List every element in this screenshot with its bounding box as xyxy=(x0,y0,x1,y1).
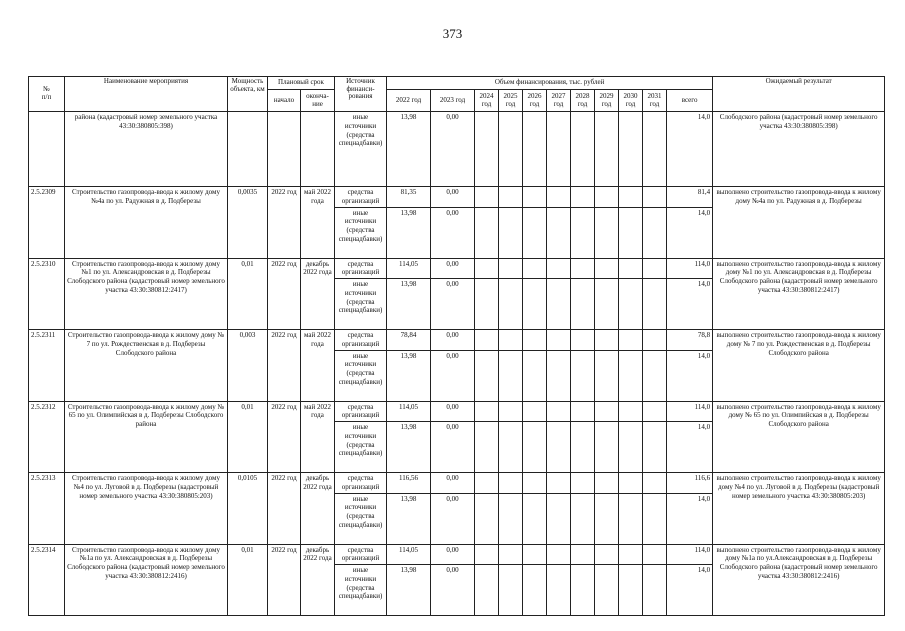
row-year-empty xyxy=(595,258,619,279)
row-capacity: 0,0105 xyxy=(228,473,268,545)
row-year-empty xyxy=(619,187,643,208)
row-year-empty xyxy=(523,401,547,422)
col-year-header: 2030 год xyxy=(619,90,643,112)
row-num: 2.5.2311 xyxy=(29,330,65,402)
row-num: 2.5.2313 xyxy=(29,473,65,545)
row-year-empty xyxy=(547,279,571,330)
row-year-empty xyxy=(523,112,547,187)
row-year-empty xyxy=(523,544,547,565)
row-year-empty xyxy=(499,187,523,208)
col-year-header: 2027 год xyxy=(547,90,571,112)
row-source: иные источники (средства спецнадбавки) xyxy=(335,350,387,401)
row-start: 2022 год xyxy=(268,473,301,545)
row-start: 2022 год xyxy=(268,544,301,616)
row-name: Строительство газопровода-ввода к жилому дому № 7 по ул. Рождественская в д. Подберезы Слободского района xyxy=(65,330,228,402)
row-2022: 13,98 xyxy=(387,422,431,473)
row-start: 2022 год xyxy=(268,187,301,259)
row-total: 14,0 xyxy=(667,112,713,187)
row-result: выполнено строительство газопровода-ввода к жилому дому №1а по ул.Александровская в д. Подберезы Слободского района (кадастровый номер земельного участка 43:30:380812:2416) xyxy=(713,544,885,616)
row-year-empty xyxy=(595,350,619,401)
row-year-empty xyxy=(619,473,643,494)
col-end-header: оконча- ние xyxy=(301,90,335,112)
row-year-empty xyxy=(643,401,667,422)
row-year-empty xyxy=(523,493,547,544)
row-num: 2.5.2309 xyxy=(29,187,65,259)
row-source: иные источники (средства спецнадбавки) xyxy=(335,565,387,616)
row-result: выполнено строительство газопровода-ввода к жилому дому № 7 по ул. Рождественская в д. Подберезы Слободского района xyxy=(713,330,885,402)
row-capacity: 0,003 xyxy=(228,330,268,402)
row-total: 14,0 xyxy=(667,207,713,258)
row-year-empty xyxy=(475,258,499,279)
row-result: выполнено строительство газопровода-ввода к жилому дому № 65 по ул. Олимпийская в д. Подберезы Слободского района xyxy=(713,401,885,473)
row-2022: 114,05 xyxy=(387,544,431,565)
row-year-empty xyxy=(475,187,499,208)
row-2023: 0,00 xyxy=(431,330,475,351)
row-year-empty xyxy=(619,207,643,258)
row-2023: 0,00 xyxy=(431,112,475,187)
row-total: 14,0 xyxy=(667,493,713,544)
row-year-empty xyxy=(571,112,595,187)
col-name-header: Наименование мероприятия xyxy=(65,77,228,112)
table-header xyxy=(29,77,885,112)
row-year-empty xyxy=(547,493,571,544)
row-year-empty xyxy=(619,258,643,279)
row-year-empty xyxy=(499,401,523,422)
row-result: выполнено строительство газопровода-ввода к жилому дому №1 по ул. Александровская в д. Подберезы Слободского района (кадастровый номер земельного участка 43:30:380812:2417) xyxy=(713,258,885,330)
row-year-empty xyxy=(547,330,571,351)
row-year-empty xyxy=(499,112,523,187)
table-row xyxy=(29,187,885,208)
row-year-empty xyxy=(571,493,595,544)
row-year-empty xyxy=(523,258,547,279)
table-row xyxy=(29,401,885,422)
row-year-empty xyxy=(499,565,523,616)
row-capacity: 0,01 xyxy=(228,401,268,473)
row-year-empty xyxy=(547,207,571,258)
row-source: иные источники (средства спецнадбавки) xyxy=(335,422,387,473)
row-year-empty xyxy=(475,279,499,330)
row-2022: 81,35 xyxy=(387,187,431,208)
row-year-empty xyxy=(619,401,643,422)
row-num: 2.5.2312 xyxy=(29,401,65,473)
row-end: май 2022 года xyxy=(301,401,335,473)
row-year-empty xyxy=(475,112,499,187)
row-2023: 0,00 xyxy=(431,565,475,616)
row-year-empty xyxy=(475,565,499,616)
row-source: иные источники (средства спецнадбавки) xyxy=(335,279,387,330)
row-year-empty xyxy=(595,401,619,422)
row-year-empty xyxy=(643,279,667,330)
row-year-empty xyxy=(547,401,571,422)
col-num-header: № п/п xyxy=(29,77,65,112)
row-end: май 2022 года xyxy=(301,330,335,402)
row-result: выполнено строительство газопровода-ввода к жилому дому №4а по ул. Радужная в д. Подберезы xyxy=(713,187,885,259)
row-source: средства организаций xyxy=(335,473,387,494)
row-year-empty xyxy=(571,207,595,258)
row-year-empty xyxy=(595,422,619,473)
col-result-header: Ожидаемый результат xyxy=(713,77,885,112)
row-total: 14,0 xyxy=(667,565,713,616)
row-2023: 0,00 xyxy=(431,544,475,565)
row-capacity: 0,0035 xyxy=(228,187,268,259)
row-2023: 0,00 xyxy=(431,350,475,401)
row-year-empty xyxy=(523,422,547,473)
row-year-empty xyxy=(499,493,523,544)
row-year-empty xyxy=(475,350,499,401)
row-year-empty xyxy=(499,279,523,330)
row-2022: 13,98 xyxy=(387,279,431,330)
row-year-empty xyxy=(499,422,523,473)
row-year-empty xyxy=(571,330,595,351)
table-body xyxy=(29,112,885,616)
row-end: май 2022 года xyxy=(301,187,335,259)
row-year-empty xyxy=(475,422,499,473)
row-2023: 0,00 xyxy=(431,207,475,258)
row-year-empty xyxy=(595,187,619,208)
col-start-header: начало xyxy=(268,90,301,112)
table-row xyxy=(29,544,885,565)
row-num: 2.5.2310 xyxy=(29,258,65,330)
col-year-header: 2031 год xyxy=(643,90,667,112)
row-year-empty xyxy=(643,565,667,616)
col-plan-term-header: Плановый срок xyxy=(268,77,335,90)
row-year-empty xyxy=(523,565,547,616)
col-year-header: 2025 год xyxy=(499,90,523,112)
row-year-empty xyxy=(523,187,547,208)
row-year-empty xyxy=(595,207,619,258)
row-year-empty xyxy=(619,544,643,565)
row-total: 114,0 xyxy=(667,401,713,422)
row-year-empty xyxy=(523,350,547,401)
col-year-header: 2022 год xyxy=(387,90,431,112)
row-year-empty xyxy=(643,422,667,473)
row-2023: 0,00 xyxy=(431,401,475,422)
row-2022: 13,98 xyxy=(387,493,431,544)
row-name: Строительство газопровода-ввода к жилому дому №1а по ул. Александровская в д. Подберезы Слободского района (кадастровый номер земельного участка 43:30:380812:2416) xyxy=(65,544,228,616)
table-row xyxy=(29,112,885,187)
row-year-empty xyxy=(547,350,571,401)
row-2023: 0,00 xyxy=(431,258,475,279)
row-year-empty xyxy=(475,544,499,565)
row-year-empty xyxy=(643,544,667,565)
row-year-empty xyxy=(475,473,499,494)
row-start: 2022 год xyxy=(268,258,301,330)
col-year-header: 2026 год xyxy=(523,90,547,112)
row-year-empty xyxy=(547,565,571,616)
row-year-empty xyxy=(523,473,547,494)
row-year-empty xyxy=(571,279,595,330)
row-total: 81,4 xyxy=(667,187,713,208)
table-row xyxy=(29,473,885,494)
row-year-empty xyxy=(571,258,595,279)
row-year-empty xyxy=(643,493,667,544)
row-year-empty xyxy=(595,544,619,565)
col-year-header: 2023 год xyxy=(431,90,475,112)
row-source: иные источники (средства спецнадбавки) xyxy=(335,493,387,544)
row-2023: 0,00 xyxy=(431,279,475,330)
row-2023: 0,00 xyxy=(431,422,475,473)
row-total: 14,0 xyxy=(667,350,713,401)
row-year-empty xyxy=(571,350,595,401)
row-year-empty xyxy=(619,565,643,616)
row-year-empty xyxy=(571,401,595,422)
col-source-header: Источник финанси- рования xyxy=(335,77,387,112)
row-year-empty xyxy=(595,330,619,351)
row-year-empty xyxy=(595,565,619,616)
row-source: средства организаций xyxy=(335,330,387,351)
row-year-empty xyxy=(499,473,523,494)
row-2022: 114,05 xyxy=(387,401,431,422)
financing-table xyxy=(28,76,885,616)
row-year-empty xyxy=(571,422,595,473)
row-capacity: 0,01 xyxy=(228,258,268,330)
row-year-empty xyxy=(643,258,667,279)
row-year-empty xyxy=(547,473,571,494)
row-start xyxy=(268,112,301,187)
row-year-empty xyxy=(571,565,595,616)
row-total: 114,0 xyxy=(667,258,713,279)
row-start: 2022 год xyxy=(268,330,301,402)
row-2023: 0,00 xyxy=(431,187,475,208)
row-year-empty xyxy=(499,330,523,351)
row-2022: 13,98 xyxy=(387,565,431,616)
col-year-header: 2024 год xyxy=(475,90,499,112)
row-source: средства организаций xyxy=(335,258,387,279)
row-year-empty xyxy=(475,207,499,258)
page-number: 373 xyxy=(442,26,463,41)
row-year-empty xyxy=(523,330,547,351)
row-2022: 13,98 xyxy=(387,207,431,258)
row-year-empty xyxy=(547,422,571,473)
row-year-empty xyxy=(595,493,619,544)
row-name: Строительство газопровода-ввода к жилому дому №1 по ул. Александровская в д. Подберезы Слободского района (кадастровый номер земельного участка 43:30:380812:2417) xyxy=(65,258,228,330)
row-year-empty xyxy=(499,207,523,258)
row-total: 116,6 xyxy=(667,473,713,494)
row-year-empty xyxy=(643,207,667,258)
row-source: иные источники (средства спецнадбавки) xyxy=(335,207,387,258)
row-year-empty xyxy=(523,207,547,258)
row-capacity: 0,01 xyxy=(228,544,268,616)
row-year-empty xyxy=(619,493,643,544)
row-end xyxy=(301,112,335,187)
row-start: 2022 год xyxy=(268,401,301,473)
row-num xyxy=(29,112,65,187)
row-year-empty xyxy=(547,112,571,187)
row-2022: 116,56 xyxy=(387,473,431,494)
row-total: 114,0 xyxy=(667,544,713,565)
row-year-empty xyxy=(475,401,499,422)
row-2023: 0,00 xyxy=(431,473,475,494)
row-year-empty xyxy=(499,544,523,565)
row-2022: 13,98 xyxy=(387,350,431,401)
row-year-empty xyxy=(619,112,643,187)
row-year-empty xyxy=(619,330,643,351)
col-total-header: всего xyxy=(667,90,713,112)
col-capacity-header: Мощность объекта, км xyxy=(228,77,268,112)
row-year-empty xyxy=(475,330,499,351)
row-year-empty xyxy=(619,422,643,473)
row-year-empty xyxy=(643,330,667,351)
row-year-empty xyxy=(619,279,643,330)
row-year-empty xyxy=(619,350,643,401)
row-year-empty xyxy=(547,258,571,279)
row-name: Строительство газопровода-ввода к жилому дому №4 по ул. Луговой в д. Подберезы (кадастровый номер земельного участка 43:30:380805:203) xyxy=(65,473,228,545)
col-year-header: 2028 год xyxy=(571,90,595,112)
row-year-empty xyxy=(571,544,595,565)
row-result: Слободского района (кадастровый номер земельного участка 43:30:380805:398) xyxy=(713,112,885,187)
row-result: выполнено строительство газопровода-ввода к жилому дому №4 по ул. Луговой в д. Подберезы (кадастровый номер земельного участка 43:30:380805:203) xyxy=(713,473,885,545)
table-row xyxy=(29,258,885,279)
row-year-empty xyxy=(547,187,571,208)
row-total: 14,0 xyxy=(667,279,713,330)
row-name: Строительство газопровода-ввода к жилому дому № 65 по ул. Олимпийская в д. Подберезы Слободского района xyxy=(65,401,228,473)
row-total: 14,0 xyxy=(667,422,713,473)
row-source: средства организаций xyxy=(335,187,387,208)
row-source: средства организаций xyxy=(335,544,387,565)
row-name: района (кадастровый номер земельного участка 43:30:380805:398) xyxy=(65,112,228,187)
row-year-empty xyxy=(643,112,667,187)
row-year-empty xyxy=(643,187,667,208)
row-year-empty xyxy=(523,279,547,330)
row-year-empty xyxy=(595,279,619,330)
row-name: Строительство газопровода-ввода к жилому дому №4а по ул. Радужная в д. Подберезы xyxy=(65,187,228,259)
row-year-empty xyxy=(547,544,571,565)
row-source: иные источники (средства спецнадбавки) xyxy=(335,112,387,187)
row-2022: 114,05 xyxy=(387,258,431,279)
row-num: 2.5.2314 xyxy=(29,544,65,616)
row-source: средства организаций xyxy=(335,401,387,422)
row-year-empty xyxy=(571,187,595,208)
row-year-empty xyxy=(499,258,523,279)
row-year-empty xyxy=(475,493,499,544)
row-capacity xyxy=(228,112,268,187)
row-year-empty xyxy=(595,112,619,187)
row-year-empty xyxy=(643,350,667,401)
col-year-header: 2029 год xyxy=(595,90,619,112)
row-end: декабрь 2022 года xyxy=(301,544,335,616)
row-2023: 0,00 xyxy=(431,493,475,544)
row-end: декабрь 2022 года xyxy=(301,473,335,545)
col-volume-header: Объем финансирования, тыс. рублей xyxy=(387,77,713,90)
table-row xyxy=(29,330,885,351)
row-2022: 13,98 xyxy=(387,112,431,187)
row-end: декабрь 2022 года xyxy=(301,258,335,330)
row-2022: 78,84 xyxy=(387,330,431,351)
row-year-empty xyxy=(595,473,619,494)
row-total: 78,8 xyxy=(667,330,713,351)
row-year-empty xyxy=(571,473,595,494)
row-year-empty xyxy=(499,350,523,401)
row-year-empty xyxy=(643,473,667,494)
